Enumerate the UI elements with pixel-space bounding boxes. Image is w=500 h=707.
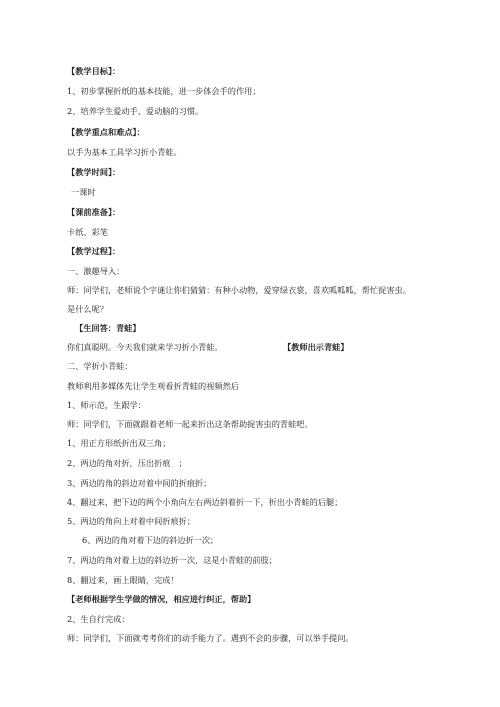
- step-8: 8、翻过来，画上眼睛，完成！: [67, 575, 179, 585]
- goal-line-2: 2、培养学生爱动手、爱动脑的习惯。: [67, 106, 204, 116]
- demo-intro: 师：同学们，下面就跟着老师一起来折出这条帮助捉害虫的青蛙吧。: [67, 419, 313, 429]
- teacher-correction-note: 【老师根据学生学做的情况，相应进行纠正，帮助】: [67, 594, 256, 604]
- heading-teaching-process: 【教学过程】：: [67, 246, 121, 256]
- step-4: 4、翻过来，把下边的两个小角向左右两边斜着折一下，折出小青蛙的后腿；: [67, 497, 343, 507]
- heading-teaching-goals: 【教学目标】：: [67, 66, 121, 76]
- goal-line-1: 1、初步掌握折纸的基本技能，进一步体会手的作用；: [67, 86, 261, 96]
- self-practice-heading: 2、生自行完成：: [67, 614, 130, 624]
- step-5: 5、两边的角向上对着中间折痕折；: [67, 516, 196, 526]
- section-1-title: 一、激趣导入：: [67, 266, 125, 276]
- teaching-time-text: 一课时: [71, 187, 96, 197]
- section-2-title: 二、学折小青蛙：: [67, 361, 133, 371]
- heading-preparation: 【课前准备】：: [67, 207, 121, 217]
- demo-heading: 1、师示范，生跟学：: [67, 400, 146, 410]
- preparation-text: 卡纸、彩笔: [67, 227, 108, 237]
- riddle-line-1: 师：同学们，老师说个字谜让你们猜猜：有种小动物，爱穿绿衣裳，喜欢呱呱呱，帮忙捉害虫。: [67, 285, 411, 295]
- self-practice-text: 师：同学们，下面就考考你们的动手能力了。遇到不会的步骤，可以举手提问。: [67, 633, 354, 643]
- step-2: 2、两边的角对折，压出折痕 ；: [67, 458, 187, 468]
- riddle-line-2: 是什么呢？: [67, 304, 108, 314]
- key-points-text: 以手为基本工具学习折小青蛙。: [67, 147, 182, 157]
- step-7: 7、两边的角对着上边的斜边折一次，这是小青蛙的前肢；: [67, 555, 277, 565]
- multimedia-text: 教师利用多媒体先让学生观看折青蛙的视频然后: [67, 381, 239, 391]
- praise-text: 你们真聪明。今天我们就来学习折小青蛙。: [67, 342, 223, 352]
- student-answer: 【生回答：青蛙】: [75, 323, 141, 333]
- heading-key-points: 【教学重点和难点】：: [67, 127, 145, 137]
- step-1: 1、用正方形纸折出双三角；: [67, 438, 171, 448]
- step-3: 3、两边的角的斜边对着中间的折痕折；: [67, 478, 212, 488]
- step-6: 6、两边的角对着下边的斜边折一次；: [82, 535, 219, 545]
- teacher-show-frog: 【教师出示青蛙】: [283, 342, 349, 352]
- heading-teaching-time: 【教学时间】：: [67, 167, 121, 177]
